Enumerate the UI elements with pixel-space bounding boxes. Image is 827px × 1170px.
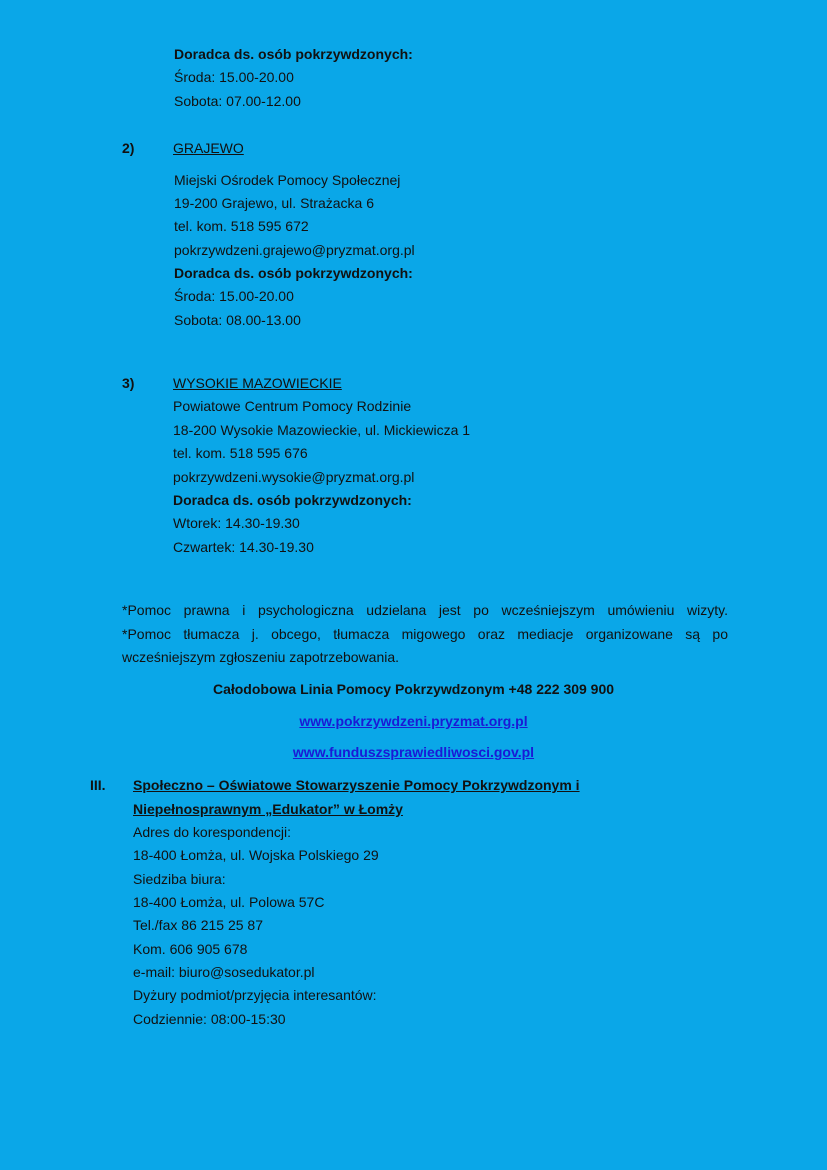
advisor-heading: Doradca ds. osób pokrzywdzonych: <box>173 492 412 508</box>
hours-line: Sobota: 08.00-13.00 <box>174 312 301 328</box>
helpline: Całodobowa Linia Pomocy Pokrzywdzonym +48 222 309 900 <box>212 681 615 697</box>
hours-line: Środa: 15.00-20.00 <box>174 288 294 304</box>
contact-line: Kom. 606 905 678 <box>133 941 248 957</box>
contact-line: Tel./fax 86 215 25 87 <box>133 917 263 933</box>
contact-line: 18-400 Łomża, ul. Polowa 57C <box>133 894 325 910</box>
contact-line: Adres do korespondencji: <box>133 824 291 840</box>
address: 18-200 Wysokie Mazowieckie, ul. Mickiewicza 1 <box>173 422 471 438</box>
hours-line: Wtorek: 14.30-19.30 <box>173 515 300 531</box>
phone: tel. kom. 518 595 676 <box>173 445 308 461</box>
institution-name: Powiatowe Centrum Pomocy Rodzinie <box>173 398 412 414</box>
hours-line: Czwartek: 14.30-19.30 <box>173 539 314 555</box>
city-heading-wysokie: WYSOKIE MAZOWIECKIE <box>173 375 342 391</box>
contact-line: e-mail: biuro@sosedukator.pl <box>133 964 315 980</box>
note-line: *Pomoc prawna i psychologiczna udzielana jest po wcześniejszym umówieniu wizyty. <box>122 602 728 618</box>
city-heading-grajewo: GRAJEWO <box>173 140 244 156</box>
contact-line: Siedziba biura: <box>133 871 226 887</box>
email: pokrzywdzeni.wysokie@pryzmat.org.pl <box>173 469 415 485</box>
hours-line: Sobota: 07.00-12.00 <box>174 93 301 109</box>
advisor-heading: Doradca ds. osób pokrzywdzonych: <box>174 46 413 62</box>
email: pokrzywdzeni.grajewo@pryzmat.org.pl <box>174 242 415 258</box>
section-number: III. <box>90 777 106 793</box>
advisor-heading: Doradca ds. osób pokrzywdzonych: <box>174 265 413 281</box>
contact-line: Dyżury podmiot/przyjęcia interesantów: <box>133 987 377 1003</box>
phone: tel. kom. 518 595 672 <box>174 218 309 234</box>
hours-line: Środa: 15.00-20.00 <box>174 69 294 85</box>
website-link[interactable]: www.funduszsprawiedliwosci.gov.pl <box>292 744 535 760</box>
institution-name: Miejski Ośrodek Pomocy Społecznej <box>174 172 401 188</box>
note-line: *Pomoc tłumacza j. obcego, tłumacza migowego oraz mediacje organizowane są po <box>122 626 728 642</box>
website-link[interactable]: www.pokrzywdzeni.pryzmat.org.pl <box>299 713 528 729</box>
note-line: wcześniejszym zgłoszeniu zapotrzebowania. <box>122 649 400 665</box>
organization-title: Społeczno – Oświatowe Stowarzyszenie Pomocy Pokrzywdzonym i <box>133 777 580 793</box>
contact-line: Codziennie: 08:00-15:30 <box>133 1011 286 1027</box>
address: 19-200 Grajewo, ul. Strażacka 6 <box>174 195 374 211</box>
contact-line: 18-400 Łomża, ul. Wojska Polskiego 29 <box>133 847 379 863</box>
organization-title: Niepełnosprawnym „Edukator” w Łomży <box>133 801 403 817</box>
item-number: 2) <box>122 140 135 156</box>
item-number: 3) <box>122 375 135 391</box>
